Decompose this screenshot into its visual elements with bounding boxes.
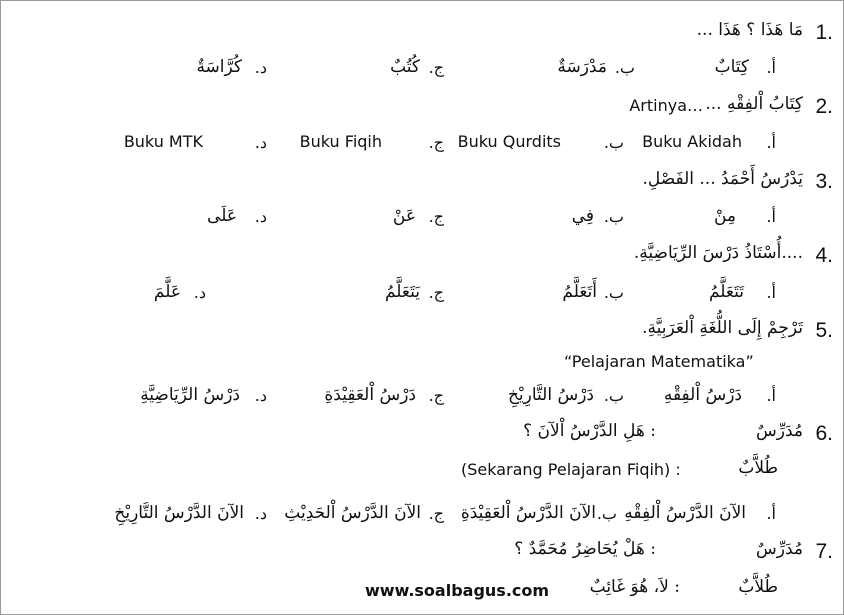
option-d: عَلَّمَ [153,282,181,302]
question-text: مَا هَذَا ؟ هَذَا ... [696,20,803,40]
option-marker: ب. [603,386,624,405]
question-number: 2. [815,95,833,118]
option-b: أَتَعَلَّمُ [562,282,597,302]
option-a: كِتَابٌ [714,57,749,77]
option-marker: أ. [766,133,776,152]
option-d: دَرْسُ الرِّيَاضِيَّةِ [140,385,240,405]
option-b: فِي [571,206,594,226]
option-marker: ب. [614,58,635,77]
speaker-teacher: مُدَرِّسٌ [756,539,803,559]
question-text: كِتَابُ اْلفِقْهِ ... [705,94,803,114]
option-a: تَتَعَلَّمُ [708,282,744,302]
option-marker: ب. [596,504,617,523]
option-marker: ب. [603,133,624,152]
option-marker: أ. [766,283,776,302]
option-marker: د. [254,207,267,226]
option-marker: أ. [766,504,776,523]
option-a: دَرْسُ اْلفِقْهِ [663,385,742,405]
option-marker: ج. [428,58,444,77]
option-c: يَتَعَلَّمُ [384,282,420,302]
option-marker: ج. [428,283,444,302]
option-c: Buku Fiqih [299,132,382,151]
dialogue-line: : هَلْ يُحَاضِرُ مُحَمَّدٌ ؟ [514,539,656,559]
question-number: 4. [815,244,833,267]
option-marker: د. [254,133,267,152]
question-number: 7. [815,540,833,563]
option-marker: د. [254,58,267,77]
question-prompt: Artinya… [629,96,703,115]
question-text: ....أُسْتَاذُ دَرْسَ الرِّيَاضِيَّةِ. [633,243,803,263]
dialogue-line: : هَلِ الدَّرْسُ اْلآنَ ؟ [523,421,656,441]
dialogue-line: (Sekarang Pelajaran Fiqih) : [461,460,681,479]
option-c: الآنَ الدَّرْسُ اْلحَدِيْثِ [284,503,421,523]
option-d: الآنَ الدَّرْسُ التَّارِيْخِ [114,503,244,523]
option-c: عَنْ [392,206,416,226]
option-a: الآنَ الدَّرْسُ اْلفِقْهِ [624,503,746,523]
option-marker: ب. [603,207,624,226]
option-marker: د. [254,504,267,523]
question-number: 1. [815,21,833,44]
option-marker: ج. [428,386,444,405]
option-a: مِنْ [713,206,736,226]
option-a: Buku Akidah [642,132,742,151]
option-marker: أ. [766,207,776,226]
question-number: 5. [815,319,833,342]
option-b: مَدْرَسَةٌ [557,57,607,77]
question-quote: “Pelajaran Matematika” [564,352,754,371]
question-number: 3. [815,170,833,193]
option-marker: ب. [603,283,624,302]
option-marker: أ. [766,386,776,405]
option-b: دَرْسُ التَّارِيْخِ [507,385,594,405]
question-text: يَدْرُسُ أَحْمَدُ ... الفَصْلِ. [642,169,803,189]
option-marker: ج. [428,207,444,226]
option-d: Buku MTK [123,132,203,151]
question-text: تَرْجِمْ إِلَى اللُّغَةِ اْلعَرَبِيَّةِ. [642,318,803,338]
website-watermark: www.soalbagus.com [365,581,550,600]
option-marker: د. [254,386,267,405]
option-b: Buku Qurdits [457,132,561,151]
speaker-students: طُلاَّبٌ [738,458,778,478]
option-c: كُتُبٌ [390,57,420,77]
question-number: 6. [815,422,833,445]
speaker-students: طُلاَّبٌ [738,577,778,597]
option-marker: ج. [428,504,444,523]
option-d: عَلَى [207,206,237,226]
option-c: دَرْسُ اْلعَقِيْدَةِ [324,385,416,405]
option-marker: ج. [428,133,444,152]
dialogue-line: : لاَ، هُوَ غَائِبٌ [589,577,680,597]
option-marker: أ. [766,58,776,77]
option-b: الآنَ الدَّرْسُ اْلعَقِيْدَةِ [460,503,596,523]
option-d: كُرَّاسَةٌ [196,57,242,77]
option-marker: د. [193,283,206,302]
speaker-teacher: مُدَرِّسٌ [756,421,803,441]
